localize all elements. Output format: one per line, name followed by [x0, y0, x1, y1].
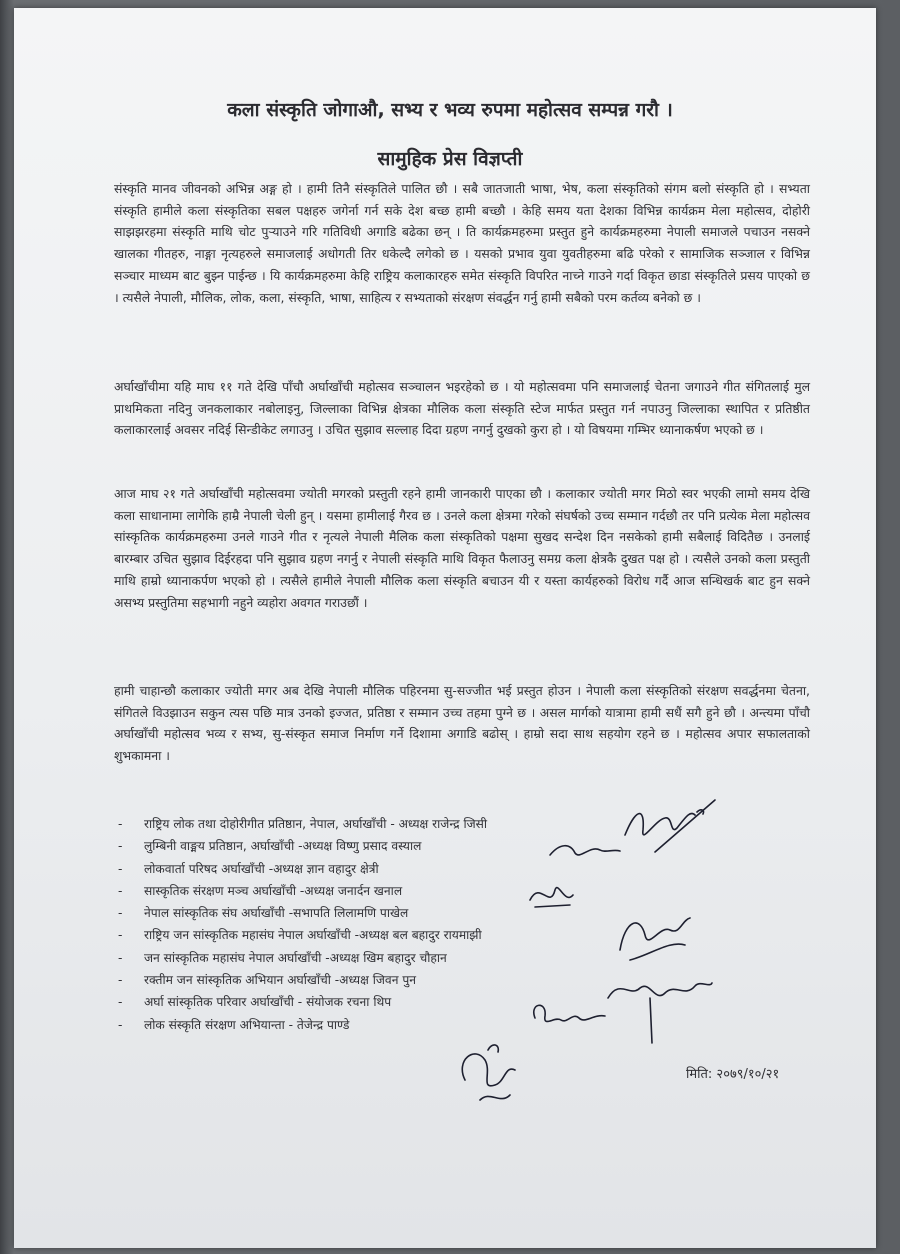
- paragraph-2: अर्घाखाँचीमा यहि माघ ११ गते देखि पाँचौ अर्घाखाँची महोत्सव सञ्चालन भइरहेको छ । यो महोत्सवमा पनि समाजलाई चेतना जगाउने गीत संगितलाई मुल प्राथमिकता नदिनु जनकलाकार नबोलाइनु, जिल्लाका विभिन्न क्षेत्रका मौलिक कला संस्कृति स्टेज मार्फत प्रस्तुत गर्न नपाउनु जिल्लाका स्थापित र प्रतिष्ठीत कलाकारलाई अवसर नदिई सिन्डीकेट लगाउनु । उचित सुझाव सल्लाह दिदा ग्रहण नगर्नु दुखको कुरा हो । यो विषयमा गम्भिर ध्यानाकर्षण भएको छ ।: [114, 379, 810, 438]
- list-marker: -: [118, 839, 123, 854]
- document-title: कला संस्कृति जोगाऔ, सभ्य र भव्य रुपमा महोत्सव सम्पन्न गरौ ।: [227, 99, 673, 121]
- signatory-item: [118, 969, 638, 991]
- list-marker: -: [118, 1017, 123, 1032]
- paragraph-3: आज माघ २१ गते अर्घाखाँची महोत्सवमा ज्योती मगरको प्रस्तुती रहने हामी जानकारी पाएका छौ । कलाकार ज्योती मगर मिठो स्वर भएकी लामो समय देखि कला साधानामा लागेकि हाम्रै नेपाली चेली हुन् । यसमा हामीलाई गैरव छ । उनले कला क्षेत्रमा गरेको संघर्षको उच्च सम्मान गर्दछौ तर पनि प्रत्येक मेला महोत्सव सांस्कृतिक कार्यक्रमहरुमा उनले गाउने गीत र नृत्यले नेपाली मैलिक कला संस्कृतिको पक्षमा सुखद सन्देश दिन नसकेको हामी सबैलाई विदितैछ । उनलाई बारम्बार उचित सुझाव दिईरहदा पनि सुझाव ग्रहण नगर्नु र नेपाली संस्कृति माथि विकृत फैलाउनु समग्र कला क्षेत्रकै दुखत पक्ष हो । त्यसैले उनको कला प्रस्तुती माथि हाम्रो ध्यानाकर्पण भएको हो । त्यसैले हामीले नेपाली मौलिक कला संस्कृति बचाउन यी र यस्ता कार्यहरुको विरोध गर्दै आज सन्धिखर्क बाट हुन सक्ने असभ्य प्रस्तुतिमा सहभागी नहुने व्यहोरा अवगत गराउछौं ।: [114, 486, 810, 610]
- document-subtitle: सामुहिक प्रेस विज्ञप्ती: [377, 148, 523, 170]
- signature-6: [527, 998, 612, 1038]
- signatory-item: [118, 813, 638, 835]
- list-marker: -: [118, 995, 123, 1010]
- signature-3: [525, 875, 585, 915]
- signatory-text: लोक संस्कृति संरक्षण अभियान्ता - तेजेन्द्र पाण्डे: [144, 1017, 350, 1032]
- list-marker: -: [118, 817, 123, 831]
- list-marker: -: [118, 973, 123, 988]
- signatory-item: [118, 924, 638, 946]
- signature-7: [450, 1030, 530, 1110]
- signatory-item: [118, 947, 638, 969]
- signatory-text: जन सांस्कृतिक महासंघ नेपाल अर्घाखाँची -अध्यक्ष खिम बहादुर चौहान: [144, 950, 447, 965]
- signatory-text: सास्कृतिक संरक्षण मञ्च अर्घाखाँची -अध्यक्ष जनार्दन खनाल: [144, 883, 403, 898]
- signature-5: [600, 968, 720, 1048]
- date-label: मिति: २०७९/१०/२१: [686, 1067, 780, 1082]
- list-marker: -: [118, 950, 123, 965]
- paragraph-4: हामी चाहान्छौ कलाकार ज्योती मगर अब देखि नेपाली मौलिक पहिरनमा सु-सज्जीत भई प्रस्तुत होउन । नेपाली कला संस्कृतिको संरक्षण सवर्द्धनमा चेतना, संगितले विउझाउन सकुन त्यस पछि मात्र उनको इज्जत, प्रतिष्ठा र सम्मान उच्च तहमा पुग्ने छ । असल मार्गको यात्रामा हामी सधैं सगै हुने छौ । अन्त्यमा पाँचौ अर्घाखाँची महोत्सव भव्य र सभ्य, सु-संस्कृत समाज निर्माण गर्ने दिशामा अगाडि बढोस् । हाम्रो सदा साथ सहयोग रहने छ । महोत्सव अपार सफालताको शुभकामना ।: [114, 683, 811, 764]
- list-marker: -: [118, 906, 123, 921]
- signatory-text: राष्ट्रिय लोक तथा दोहोरीगीत प्रतिष्ठान, नेपाल, अर्घाखाँची - अध्यक्ष राजेन्द्र जिसी: [144, 817, 488, 831]
- signature-4: [610, 910, 700, 970]
- list-marker: -: [118, 883, 123, 898]
- signatory-text: लोकवार्ता परिषद अर्घाखाँची -अध्यक्ष ज्ञान वहादुर क्षेत्री: [144, 861, 379, 876]
- paragraph-1: संस्कृति मानव जीवनको अभिन्न अङ्ग हो । हामी तिनै संस्कृतिले पालित छौ । सबै जातजाती भाषा, भेष, कला संस्कृतिको संगम बलो संस्कृति हो । सभ्यता संस्कृति हामीले कला संस्कृतिका सबल पक्षहरु जगेर्ना गर्न सके देश बच्छ हामी बच्छौ । केहि समय यता देशका विभिन्न कार्यक्रम मेला महोत्सव, दोहोरी साझझरहमा संस्कृति माथि चोट पुर्‍याउने गरि गतिविधी अगाडि बढेका छन् । ति कार्यक्रमहरुमा प्रस्तुत हुने कार्यक्रमहरुमा नेपाली समाजले पचाउन नसक्ने खालका गीतहरु, नाङ्गा नृत्यहरुले समाजलाई अधोगती तिर धकेल्दै लगेको छ । यसको प्रभाव युवा युवतीहरुमा बढि परेको र सामाजिक सञ्जाल र विभिन्न सञ्चार माध्यम बाट बुझ्न पाईन्छ । यि कार्यक्रमहरुमा केहि राष्ट्रिय कलाकारहरु समेत संस्कृति विपरित नाच्ने गाउने गर्दा विकृत छाडा संस्कृतिले प्रसय पाएको छ । त्यसैले नेपाली, मौलिक, लोक, कला, संस्कृति, भाषा, साहित्य र सभ्यताको संरक्षण संवर्द्धन गर्नु हामी सबैको परम कर्तव्य बनेको छ ।: [114, 181, 810, 305]
- signatory-text: रक्तीम जन सांस्कृतिक अभियान अर्घाखाँची -अध्यक्ष जिवन पुन: [144, 973, 417, 988]
- list-marker: -: [118, 861, 123, 876]
- signatory-text: लुम्बिनी वाङ्मय प्रतिष्ठान, अर्घाखाँची -अध्यक्ष विष्णु प्रसाद वस्याल: [144, 839, 422, 854]
- signatory-text: राष्ट्रिय जन सांस्कृतिक महासंघ नेपाल अर्घाखाँची -अध्यक्ष बल बहादुर रायमाझी: [144, 928, 482, 943]
- signatory-text: नेपाल सांस्कृतिक संघ अर्घाखाँची -सभापति लिलामणि पाखेल: [144, 906, 409, 921]
- signature-1: [615, 790, 725, 860]
- signatory-text: अर्घा सांस्कृतिक परिवार अर्घाखाँची - संयोजक रचना थिप: [144, 995, 392, 1010]
- list-marker: -: [118, 928, 123, 943]
- signature-2: [545, 835, 625, 870]
